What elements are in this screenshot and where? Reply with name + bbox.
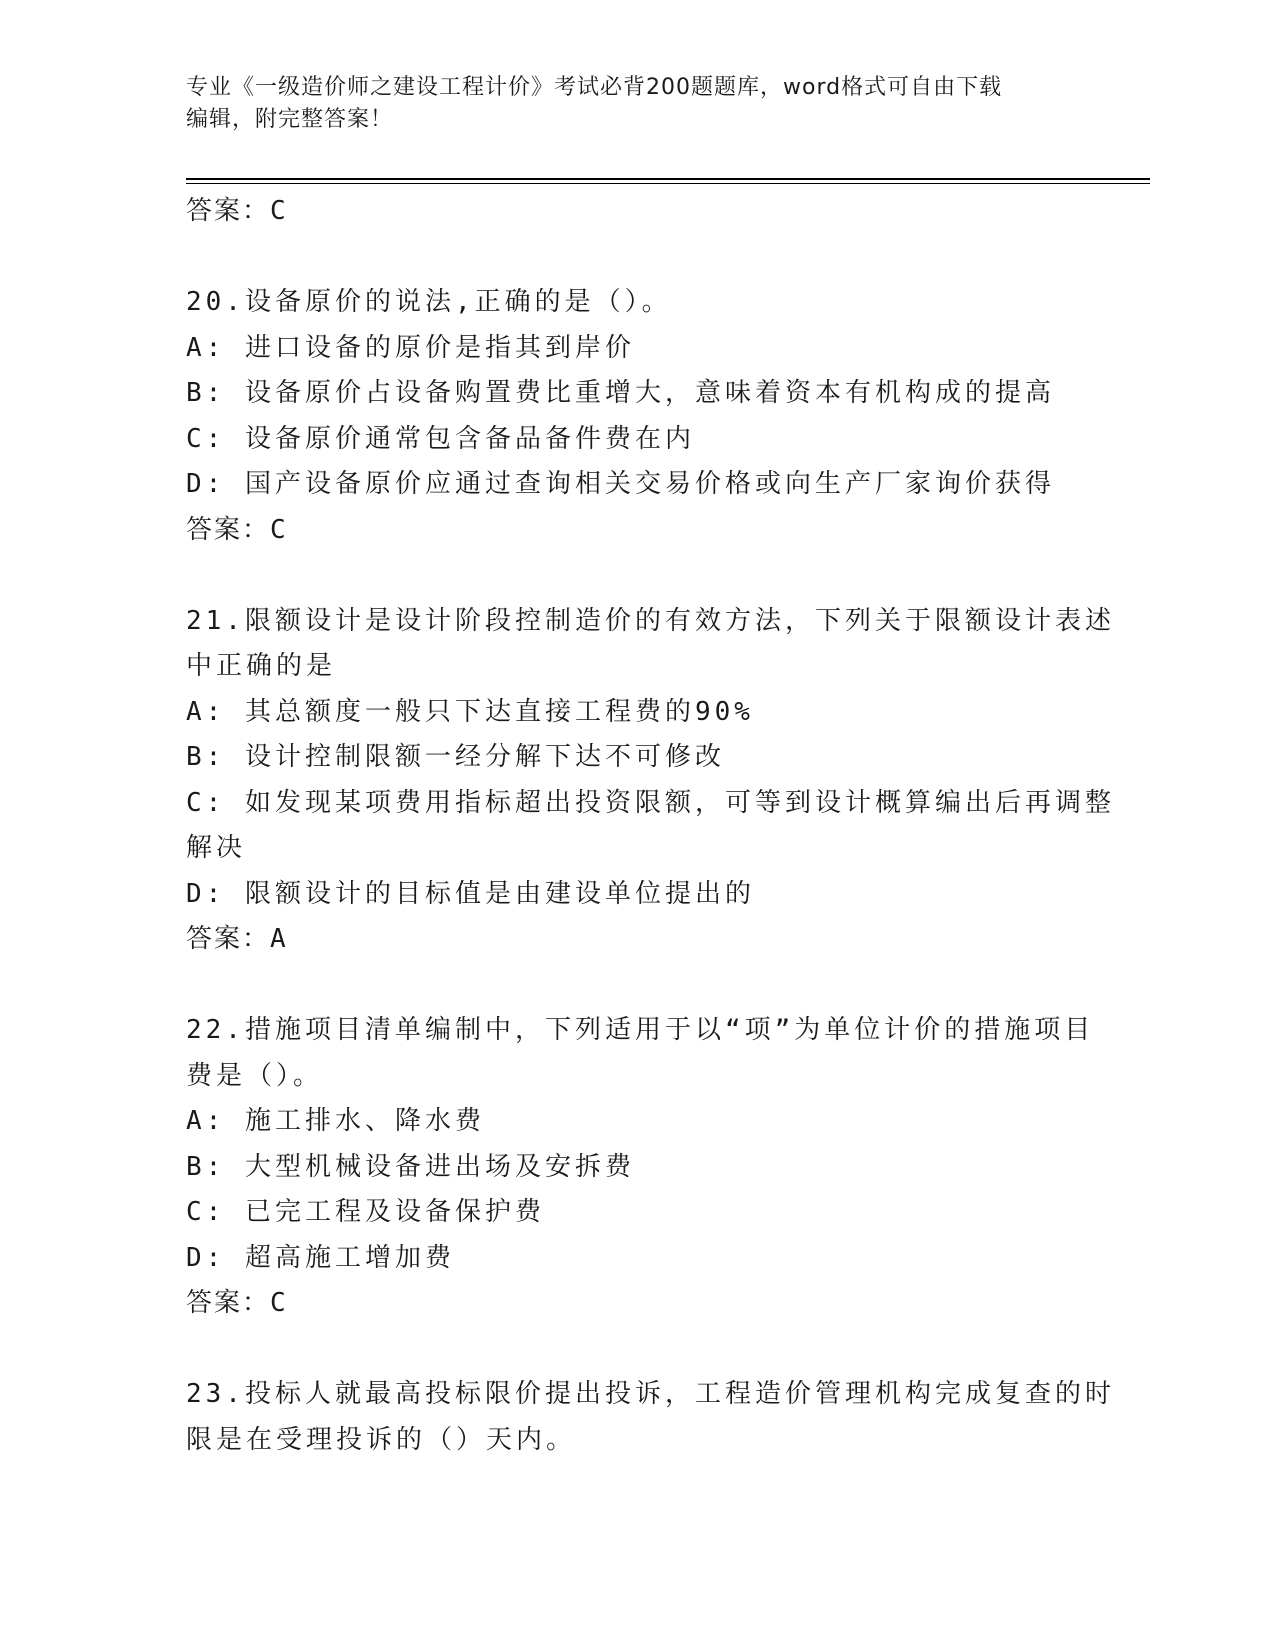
answer-20 xyxy=(186,508,1086,554)
question-stem-line-1: 21.限额设计是设计阶段控制造价的有效方法，下列关于限额设计表述 xyxy=(186,605,1115,636)
question-stem: 20.设备原价的说法,正确的是（）。 xyxy=(186,287,672,317)
option-b: B: 设计控制限额一经分解下达不可修改 xyxy=(186,742,725,772)
answer-21 xyxy=(186,917,1086,963)
answer-value: C xyxy=(270,514,288,545)
question-23 xyxy=(186,1372,1115,1463)
question-stem-line-1: 23.投标人就最高投标限价提出投诉，工程造价管理机构完成复查的时 xyxy=(186,1379,1115,1409)
answer-label: 答案： xyxy=(186,924,271,954)
answer-22 xyxy=(186,1281,1086,1327)
spacer xyxy=(186,963,1086,1009)
question-20 xyxy=(186,280,1086,553)
answer-value: C xyxy=(270,196,288,226)
spacer xyxy=(186,1327,1086,1373)
answer-label: 答案： xyxy=(186,196,271,226)
question-stem-line-2: 费是（）。 xyxy=(186,1060,324,1091)
answer-label: 答案： xyxy=(186,514,271,545)
header-rule-thin xyxy=(186,183,1150,184)
option-a: A: 施工排水、降水费 xyxy=(186,1106,485,1136)
option-d: D: 超高施工增加费 xyxy=(186,1242,455,1273)
option-a: A: 其总额度一般只下达直接工程费的90% xyxy=(186,696,754,727)
question-21 xyxy=(186,599,1115,963)
spacer xyxy=(186,553,1086,599)
answer-value: A xyxy=(270,924,288,954)
option-c-line-1: C: 如发现某项费用指标超出投资限额，可等到设计概算编出后再调整 xyxy=(186,787,1115,818)
spacer xyxy=(186,235,1086,281)
question-stem-line-2: 限是在受理投诉的（）天内。 xyxy=(186,1424,577,1455)
question-22 xyxy=(186,1008,1095,1327)
option-d: D: 限额设计的目标值是由建设单位提出的 xyxy=(186,878,755,909)
option-a: A: 进口设备的原价是指其到岸价 xyxy=(186,332,635,363)
option-c: C: 设备原价通常包含备品备件费在内 xyxy=(186,423,695,454)
answer-value: C xyxy=(270,1288,288,1318)
question-content xyxy=(186,189,1115,1463)
option-d: D: 国产设备原价应通过查询相关交易价格或向生产厂家询价获得 xyxy=(186,469,1055,499)
header-line-1: 专业《一级造价师之建设工程计价》考试必背200题题库，word格式可自由下载 xyxy=(186,75,1003,100)
header-line-2: 编辑，附完整答案！ xyxy=(186,107,394,132)
question-stem-line-1: 22.措施项目清单编制中，下列适用于以“项”为单位计价的措施项目 xyxy=(186,1015,1095,1045)
option-c: C: 已完工程及设备保护费 xyxy=(186,1197,545,1227)
option-b: B: 大型机械设备进出场及安拆费 xyxy=(186,1151,635,1182)
option-b: B: 设备原价占设备购置费比重增大，意味着资本有机构成的提高 xyxy=(186,378,1055,408)
question-stem-line-2: 中正确的是 xyxy=(186,651,337,681)
answer-previous xyxy=(186,189,1086,235)
option-c-line-2: 解决 xyxy=(186,833,247,863)
answer-label: 答案： xyxy=(186,1288,271,1318)
document-header xyxy=(186,72,1086,136)
header-rule-thick xyxy=(186,178,1150,180)
